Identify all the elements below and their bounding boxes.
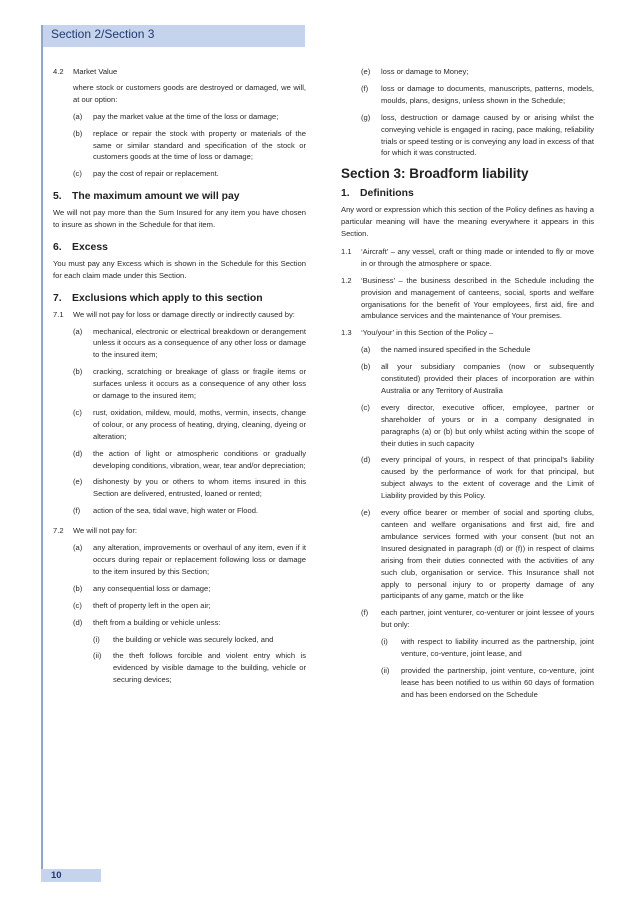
- list-label: (f): [73, 506, 81, 516]
- list-text: dishonesty by you or others to whom items insured in this Section are delivered, entrusted, loaned or rented;: [93, 477, 306, 499]
- list-text: rust, oxidation, mildew, mould, moths, vermin, insects, change of colour, or any process of heating, drying, cleaning, dyeing or alteration;: [93, 407, 306, 441]
- list-item: [73, 583, 306, 595]
- list-text: theft of property left in the open air;: [93, 600, 211, 610]
- list-label: (a): [73, 326, 83, 336]
- list-item: [73, 168, 306, 180]
- list-item: [73, 128, 306, 164]
- list-text: every director, executive officer, employee, partner or shareholder of yours or in a company designated in paragraphs (a) or (b) but only whilst acting within the scope of their duties in such capacity: [381, 402, 594, 448]
- sub-list-item: [381, 665, 594, 701]
- list-text: provided the partnership, joint venture, co-venture, joint lease has been notified to us within 60 days of formation and has been endorsed on the Schedule: [401, 665, 594, 699]
- list-text: the named insured specified in the Schedule: [381, 345, 531, 355]
- clause-text: We will not pay for loss or damage directly or indirectly caused by:: [73, 309, 295, 319]
- clause-number: 4.2: [53, 67, 64, 76]
- list-text: any consequential loss or damage;: [93, 583, 211, 593]
- list-label: (e): [361, 508, 371, 518]
- list-item: [73, 476, 306, 500]
- list-text: action of the sea, tidal wave, high water or Flood.: [93, 506, 259, 516]
- list-item: [361, 454, 594, 502]
- list-text: loss, destruction or damage caused by or arising whilst the conveying vehicle is engaged in racing, pace making, reliability trials or speed testing or is conveying any load in excess of that for which it was constructed.: [381, 112, 594, 158]
- list-text: cracking, scratching or breakage of glass or fragile items or surfaces unless it occurs as a consequence of any other loss or damage to the insured item;: [93, 367, 306, 401]
- page-number-band: [41, 869, 101, 882]
- sub-list-item: [93, 650, 306, 686]
- list-label: (g): [361, 112, 371, 122]
- clause-text: ‘Aircraft’ – any vessel, craft or thing made or intended to fly or move in or through the atmosphere or space.: [361, 246, 594, 268]
- list-label: (b): [73, 583, 83, 593]
- clause-number: 7.2: [53, 526, 64, 536]
- section-paragraph: We will not pay more than the Sum Insured for any item you have chosen to insure as shown in the Schedule for that item.: [53, 208, 306, 230]
- clause-7-1: [53, 309, 306, 321]
- clause-text: ‘You/your’ in this Section of the Policy –: [361, 328, 494, 338]
- list-label: (b): [361, 362, 371, 372]
- section-paragraph: Any word or expression which this section of the Policy defines as having a particular meaning will have the meaning everywhere it appears in this Section.: [341, 205, 594, 238]
- list-label: (c): [73, 600, 82, 610]
- list-item: [361, 66, 594, 78]
- list-item: [73, 542, 306, 578]
- clause-1-3: [341, 327, 594, 339]
- list-label: (i): [381, 637, 388, 647]
- clause-text: We will not pay for:: [73, 526, 138, 536]
- list-text: the theft follows forcible and violent entry which is evidenced by visible damage to the building, vehicle or securing devices;: [113, 651, 306, 685]
- list-label: (ii): [381, 665, 390, 675]
- list-text: all your subsidiary companies (now or subsequently constituted) provided their places of incorporation are within Australia or any Territory of Australia: [381, 362, 594, 395]
- list-item: [361, 344, 594, 356]
- list-label: (ii): [93, 651, 102, 661]
- section-heading: 1. Definitions: [341, 188, 414, 200]
- list-item: [361, 112, 594, 160]
- section-heading: 7. Exclusions which apply to this section: [53, 292, 263, 304]
- list-label: (b): [73, 128, 83, 138]
- list-label: (b): [73, 367, 83, 377]
- list-label: (i): [93, 634, 100, 644]
- clause-7-2: [53, 525, 306, 537]
- list-text: loss or damage to Money;: [381, 67, 469, 76]
- clause-number: 1.3: [341, 328, 352, 338]
- list-text: with respect to liability incurred as the partnership, joint venture, co-venture, joint lease, and: [401, 637, 594, 659]
- list-item: [361, 83, 594, 107]
- list-label: (c): [73, 169, 82, 179]
- clause-title: Market Value: [73, 67, 118, 76]
- list-label: (f): [361, 83, 369, 93]
- clause-number: 7.1: [53, 309, 64, 319]
- list-item: [73, 407, 306, 443]
- list-item: [73, 617, 306, 629]
- section-heading: 6. Excess: [53, 241, 108, 253]
- list-label: (c): [73, 407, 82, 417]
- list-item: [73, 505, 306, 517]
- section-title: Section 3: Broadform liability: [341, 166, 529, 182]
- list-label: (d): [73, 448, 83, 458]
- list-label: (a): [73, 111, 83, 121]
- left-column: [53, 66, 306, 686]
- list-item: [361, 402, 594, 450]
- clause-number: 1.2: [341, 275, 352, 285]
- list-text: every principal of yours, in respect of that principal’s liability caused by the performance of work for that principal, but subject always to the extent of coverage and the Limit of Liability provided by this Policy.: [381, 455, 594, 501]
- clause-4-2: [53, 66, 306, 78]
- list-text: each partner, joint venturer, co-venturer or joint lessee of yours but only:: [381, 608, 594, 630]
- margin-rule: [41, 25, 43, 882]
- list-label: (d): [73, 617, 83, 627]
- list-label: (a): [361, 345, 371, 355]
- page-header-title: Section 2/Section 3: [51, 27, 155, 41]
- list-text: the action of light or atmospheric conditions or gradually developing conditions, vibration, wear, tear and/or depreciation;: [93, 448, 306, 470]
- list-label: (f): [361, 608, 369, 618]
- list-item: [73, 366, 306, 402]
- list-item: [361, 507, 594, 602]
- page-number: 10: [51, 870, 62, 881]
- list-text: loss or damage to documents, manuscripts, patterns, models, moulds, plans, designs, unless shown in the Schedule;: [381, 83, 594, 105]
- section-paragraph: You must pay any Excess which is shown in the Schedule for this Section for each claim made under this Section.: [53, 258, 306, 280]
- section-heading: 5. The maximum amount we will pay: [53, 191, 240, 203]
- list-label: (e): [73, 477, 83, 487]
- clause-1-1: [341, 246, 594, 270]
- list-item: [73, 448, 306, 472]
- list-item: [73, 600, 306, 612]
- list-text: mechanical, electronic or electrical breakdown or derangement unless it occurs as a consequence of any other loss or damage to the insured item;: [93, 326, 306, 360]
- list-text: the building or vehicle was securely locked, and: [113, 634, 274, 644]
- clause-number: 1.1: [341, 246, 352, 256]
- list-text: theft from a building or vehicle unless:: [93, 617, 221, 627]
- list-label: (c): [361, 402, 370, 412]
- list-label: (d): [361, 455, 371, 465]
- list-item: [73, 111, 306, 123]
- right-column: [341, 66, 594, 701]
- list-item: [73, 326, 306, 362]
- list-label: (e): [361, 67, 371, 76]
- clause-text: ‘Business’ – the business described in the Schedule including the provision and management of canteens, social, sports and welfare organisations for the benefit of Your employees, first aid, fire and ambulance services and the maintenance of Your premises.: [361, 275, 594, 321]
- clause-1-2: [341, 275, 594, 323]
- list-item: [361, 607, 594, 631]
- list-text: replace or repair the stock with property or materials of the same or similar standard and specification of the stock or customers goods at the time of loss or damage;: [93, 128, 306, 162]
- list-text: every office bearer or member of social and sporting clubs, canteen and welfare organisations and first aid, fire and ambulance services formed with your consent (but not an Insured designated in paragraph (d) or (f)) in respect of claims arising from their duties connected with the activities of any such club, organisation or service. This Insurance shall not apply to personal injury to or property damage of any participants of any game, match or the like: [381, 508, 594, 601]
- list-text: pay the market value at the time of the loss or damage;: [93, 111, 279, 121]
- list-item: [361, 361, 594, 397]
- list-text: pay the cost of repair or replacement.: [93, 169, 219, 179]
- clause-intro: where stock or customers goods are destroyed or damaged, we will, at our option:: [73, 82, 306, 104]
- list-label: (a): [73, 543, 83, 553]
- sub-list-item: [93, 634, 306, 646]
- sub-list-item: [381, 636, 594, 660]
- list-text: any alteration, improvements or overhaul of any item, even if it occurs during repair or replacement following loss or damage to the item insured by this Section;: [93, 543, 306, 576]
